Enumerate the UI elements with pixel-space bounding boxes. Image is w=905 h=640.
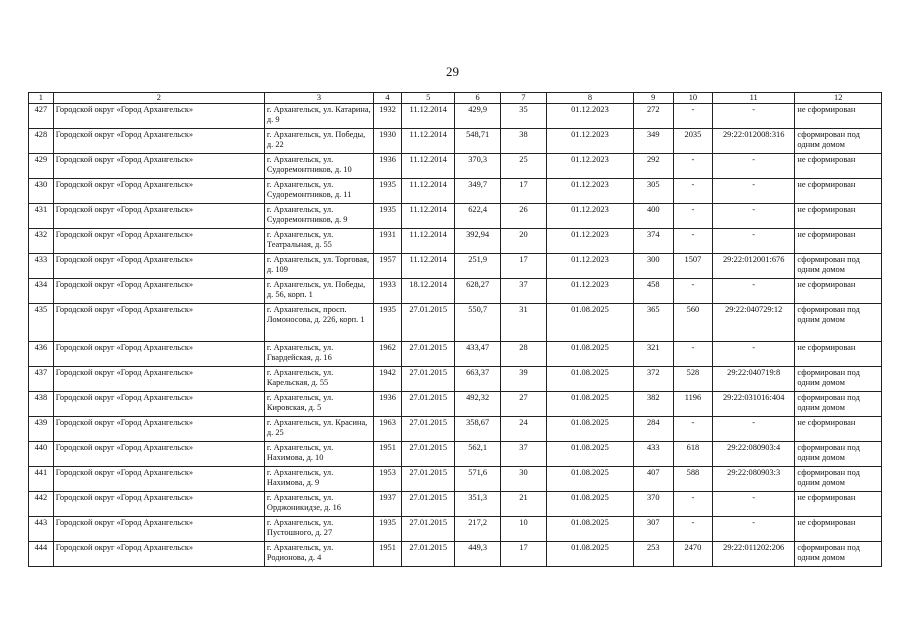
cell-land-status: не сформирован — [795, 204, 882, 229]
table-row — [29, 467, 882, 492]
cell-recognition-date: 27.01.2015 — [401, 417, 455, 442]
cell-resettlement-date: 01.12.2023 — [547, 229, 634, 254]
cell-area: 622,4 — [455, 204, 500, 229]
cell-area: 217,2 — [455, 517, 500, 542]
cell-municipality: Городской округ «Город Архангельск» — [53, 129, 264, 154]
cell-cost: 433 — [633, 442, 673, 467]
cell-resettlement-date: 01.12.2023 — [547, 179, 634, 204]
cell-land-status: не сформирован — [795, 154, 882, 179]
cell-land-area: - — [673, 104, 712, 129]
cell-cadastral-number: - — [712, 154, 794, 179]
cell-row-number: 427 — [29, 104, 54, 129]
cell-recognition-date: 27.01.2015 — [401, 542, 455, 567]
cell-residents: 20 — [500, 229, 546, 254]
cell-residents: 35 — [500, 104, 546, 129]
cell-build-year: 1930 — [374, 129, 402, 154]
cell-recognition-date: 27.01.2015 — [401, 392, 455, 417]
table-row — [29, 517, 882, 542]
cell-municipality: Городской округ «Город Архангельск» — [53, 104, 264, 129]
column-header: 8 — [547, 93, 634, 104]
cell-land-status: не сформирован — [795, 179, 882, 204]
table-row — [29, 492, 882, 517]
cell-cadastral-number: 29:22:040719:8 — [712, 367, 794, 392]
cell-address: г. Архангельск, ул. Гвардейская, д. 16 — [264, 342, 373, 367]
cell-municipality: Городской округ «Город Архангельск» — [53, 254, 264, 279]
table-row — [29, 179, 882, 204]
cell-municipality: Городской округ «Город Архангельск» — [53, 342, 264, 367]
cell-municipality: Городской округ «Город Архангельск» — [53, 179, 264, 204]
cell-cadastral-number: 29:22:012001:676 — [712, 254, 794, 279]
cell-cadastral-number: 29:22:040729:12 — [712, 304, 794, 342]
cell-build-year: 1951 — [374, 542, 402, 567]
column-header: 1 — [29, 93, 54, 104]
cell-address: г. Архангельск, ул. Кировская, д. 5 — [264, 392, 373, 417]
cell-land-area: - — [673, 492, 712, 517]
cell-row-number: 441 — [29, 467, 54, 492]
cell-row-number: 434 — [29, 279, 54, 304]
cell-recognition-date: 11.12.2014 — [401, 104, 455, 129]
cell-address: г. Архангельск, ул. Победы, д. 22 — [264, 129, 373, 154]
cell-land-area: - — [673, 154, 712, 179]
cell-recognition-date: 11.12.2014 — [401, 129, 455, 154]
cell-residents: 31 — [500, 304, 546, 342]
cell-build-year: 1935 — [374, 179, 402, 204]
cell-residents: 17 — [500, 542, 546, 567]
cell-cost: 407 — [633, 467, 673, 492]
cell-resettlement-date: 01.12.2023 — [547, 279, 634, 304]
cell-area: 392,94 — [455, 229, 500, 254]
cell-land-area: 1507 — [673, 254, 712, 279]
cell-build-year: 1931 — [374, 229, 402, 254]
cell-address: г. Архангельск, ул. Торговая, д. 109 — [264, 254, 373, 279]
cell-address: г. Архангельск, ул. Карельская, д. 55 — [264, 367, 373, 392]
cell-land-area: 528 — [673, 367, 712, 392]
cell-municipality: Городской округ «Город Архангельск» — [53, 367, 264, 392]
cell-resettlement-date: 01.08.2025 — [547, 342, 634, 367]
cell-recognition-date: 27.01.2015 — [401, 342, 455, 367]
cell-land-area: - — [673, 517, 712, 542]
cell-cost: 374 — [633, 229, 673, 254]
cell-recognition-date: 27.01.2015 — [401, 492, 455, 517]
cell-area: 663,37 — [455, 367, 500, 392]
cell-resettlement-date: 01.12.2023 — [547, 129, 634, 154]
cell-address: г. Архангельск, ул. Родионова, д. 4 — [264, 542, 373, 567]
cell-area: 571,6 — [455, 467, 500, 492]
cell-land-area: - — [673, 179, 712, 204]
cell-residents: 37 — [500, 279, 546, 304]
cell-address: г. Архангельск, ул. Орджоникидзе, д. 16 — [264, 492, 373, 517]
cell-build-year: 1932 — [374, 104, 402, 129]
cell-cost: 292 — [633, 154, 673, 179]
cell-address: г. Архангельск, просп. Ломоносова, д. 226, корп. 1 — [264, 304, 373, 342]
cell-recognition-date: 11.12.2014 — [401, 204, 455, 229]
cell-residents: 37 — [500, 442, 546, 467]
cell-build-year: 1962 — [374, 342, 402, 367]
cell-recognition-date: 11.12.2014 — [401, 154, 455, 179]
cell-land-status: сформирован под одним домом — [795, 392, 882, 417]
cell-cost: 300 — [633, 254, 673, 279]
cell-recognition-date: 18.12.2014 — [401, 279, 455, 304]
cell-resettlement-date: 01.08.2025 — [547, 517, 634, 542]
table-row — [29, 304, 882, 342]
cell-cost: 400 — [633, 204, 673, 229]
housing-registry-table — [28, 92, 882, 567]
cell-area: 562,1 — [455, 442, 500, 467]
cell-land-area: 588 — [673, 467, 712, 492]
cell-cost: 372 — [633, 367, 673, 392]
cell-land-status: не сформирован — [795, 417, 882, 442]
column-header: 10 — [673, 93, 712, 104]
cell-land-area: - — [673, 279, 712, 304]
cell-area: 628,27 — [455, 279, 500, 304]
cell-municipality: Городской округ «Город Архангельск» — [53, 517, 264, 542]
cell-municipality: Городской округ «Город Архангельск» — [53, 492, 264, 517]
cell-municipality: Городской округ «Город Архангельск» — [53, 204, 264, 229]
cell-build-year: 1933 — [374, 279, 402, 304]
cell-recognition-date: 11.12.2014 — [401, 229, 455, 254]
cell-row-number: 428 — [29, 129, 54, 154]
cell-row-number: 436 — [29, 342, 54, 367]
cell-cost: 272 — [633, 104, 673, 129]
cell-cadastral-number: - — [712, 229, 794, 254]
cell-cost: 307 — [633, 517, 673, 542]
cell-address: г. Архангельск, ул. Театральная, д. 55 — [264, 229, 373, 254]
cell-resettlement-date: 01.12.2023 — [547, 154, 634, 179]
cell-municipality: Городской округ «Город Архангельск» — [53, 467, 264, 492]
cell-land-status: не сформирован — [795, 279, 882, 304]
column-header: 12 — [795, 93, 882, 104]
cell-land-area: 2470 — [673, 542, 712, 567]
cell-area: 433,47 — [455, 342, 500, 367]
cell-area: 370,3 — [455, 154, 500, 179]
cell-land-status: сформирован под одним домом — [795, 542, 882, 567]
cell-build-year: 1935 — [374, 517, 402, 542]
cell-cadastral-number: 29:22:031016:404 — [712, 392, 794, 417]
cell-land-status: не сформирован — [795, 342, 882, 367]
cell-row-number: 431 — [29, 204, 54, 229]
cell-municipality: Городской округ «Город Архангельск» — [53, 304, 264, 342]
cell-build-year: 1957 — [374, 254, 402, 279]
cell-land-status: сформирован под одним домом — [795, 467, 882, 492]
cell-recognition-date: 27.01.2015 — [401, 517, 455, 542]
cell-address: г. Архангельск, ул. Нахимова, д. 9 — [264, 467, 373, 492]
cell-row-number: 443 — [29, 517, 54, 542]
cell-cost: 284 — [633, 417, 673, 442]
cell-recognition-date: 27.01.2015 — [401, 304, 455, 342]
cell-build-year: 1937 — [374, 492, 402, 517]
table-row — [29, 129, 882, 154]
cell-row-number: 437 — [29, 367, 54, 392]
cell-land-status: не сформирован — [795, 104, 882, 129]
cell-residents: 38 — [500, 129, 546, 154]
cell-municipality: Городской округ «Город Архангельск» — [53, 229, 264, 254]
cell-row-number: 442 — [29, 492, 54, 517]
cell-area: 492,32 — [455, 392, 500, 417]
table-row — [29, 367, 882, 392]
column-header: 6 — [455, 93, 500, 104]
cell-row-number: 438 — [29, 392, 54, 417]
page-number: 29 — [446, 64, 459, 79]
cell-land-status: не сформирован — [795, 229, 882, 254]
table-row — [29, 204, 882, 229]
cell-residents: 25 — [500, 154, 546, 179]
cell-residents: 17 — [500, 179, 546, 204]
cell-residents: 26 — [500, 204, 546, 229]
table-row — [29, 342, 882, 367]
column-header: 2 — [53, 93, 264, 104]
cell-resettlement-date: 01.12.2023 — [547, 204, 634, 229]
cell-area: 548,71 — [455, 129, 500, 154]
cell-resettlement-date: 01.08.2025 — [547, 492, 634, 517]
cell-land-status: сформирован под одним домом — [795, 129, 882, 154]
table-row — [29, 442, 882, 467]
cell-cadastral-number: - — [712, 104, 794, 129]
cell-address: г. Архангельск, ул. Судоремонтников, д. 10 — [264, 154, 373, 179]
cell-cost: 321 — [633, 342, 673, 367]
cell-row-number: 430 — [29, 179, 54, 204]
cell-area: 429,9 — [455, 104, 500, 129]
cell-recognition-date: 11.12.2014 — [401, 254, 455, 279]
cell-recognition-date: 11.12.2014 — [401, 179, 455, 204]
cell-residents: 30 — [500, 467, 546, 492]
cell-cadastral-number: - — [712, 204, 794, 229]
cell-resettlement-date: 01.08.2025 — [547, 542, 634, 567]
cell-land-area: 1196 — [673, 392, 712, 417]
column-header: 11 — [712, 93, 794, 104]
cell-residents: 21 — [500, 492, 546, 517]
table-row — [29, 279, 882, 304]
cell-residents: 39 — [500, 367, 546, 392]
cell-address: г. Архангельск, ул. Катарина, д. 9 — [264, 104, 373, 129]
table-row — [29, 542, 882, 567]
cell-resettlement-date: 01.12.2023 — [547, 104, 634, 129]
cell-cadastral-number: - — [712, 492, 794, 517]
cell-municipality: Городской округ «Город Архангельск» — [53, 417, 264, 442]
cell-residents: 10 — [500, 517, 546, 542]
cell-area: 358,67 — [455, 417, 500, 442]
table-body — [29, 104, 882, 567]
cell-address: г. Архангельск, ул. Нахимова, д. 10 — [264, 442, 373, 467]
cell-resettlement-date: 01.12.2023 — [547, 254, 634, 279]
table-row — [29, 229, 882, 254]
cell-land-status: сформирован под одним домом — [795, 367, 882, 392]
table-row — [29, 104, 882, 129]
cell-land-area: - — [673, 204, 712, 229]
cell-resettlement-date: 01.08.2025 — [547, 467, 634, 492]
cell-land-status: не сформирован — [795, 517, 882, 542]
cell-build-year: 1936 — [374, 154, 402, 179]
cell-build-year: 1935 — [374, 304, 402, 342]
cell-area: 550,7 — [455, 304, 500, 342]
cell-cadastral-number: 29:22:011202:206 — [712, 542, 794, 567]
cell-land-area: 2035 — [673, 129, 712, 154]
cell-address: г. Архангельск, ул. Пустошного, д. 27 — [264, 517, 373, 542]
cell-build-year: 1936 — [374, 392, 402, 417]
column-header: 4 — [374, 93, 402, 104]
cell-cadastral-number: - — [712, 417, 794, 442]
cell-cost: 458 — [633, 279, 673, 304]
cell-cost: 370 — [633, 492, 673, 517]
cell-build-year: 1953 — [374, 467, 402, 492]
cell-address: г. Архангельск, ул. Судоремонтников, д. 9 — [264, 204, 373, 229]
cell-address: г. Архангельск, ул. Красина, д. 25 — [264, 417, 373, 442]
cell-cost: 253 — [633, 542, 673, 567]
cell-land-area: - — [673, 342, 712, 367]
cell-cadastral-number: - — [712, 342, 794, 367]
cell-resettlement-date: 01.08.2025 — [547, 442, 634, 467]
cell-build-year: 1935 — [374, 204, 402, 229]
cell-cost: 382 — [633, 392, 673, 417]
cell-area: 351,3 — [455, 492, 500, 517]
cell-row-number: 440 — [29, 442, 54, 467]
cell-resettlement-date: 01.08.2025 — [547, 367, 634, 392]
cell-land-area: 618 — [673, 442, 712, 467]
cell-municipality: Городской округ «Город Архангельск» — [53, 442, 264, 467]
cell-cadastral-number: 29:22:012008:316 — [712, 129, 794, 154]
cell-row-number: 439 — [29, 417, 54, 442]
cell-recognition-date: 27.01.2015 — [401, 442, 455, 467]
cell-land-area: - — [673, 229, 712, 254]
table-row — [29, 254, 882, 279]
cell-area: 449,3 — [455, 542, 500, 567]
column-header: 9 — [633, 93, 673, 104]
cell-residents: 28 — [500, 342, 546, 367]
cell-area: 251,9 — [455, 254, 500, 279]
cell-municipality: Городской округ «Город Архангельск» — [53, 542, 264, 567]
cell-address: г. Архангельск, ул. Победы, д. 56, корп. 1 — [264, 279, 373, 304]
cell-address: г. Архангельск, ул. Судоремонтников, д. 11 — [264, 179, 373, 204]
table-row — [29, 417, 882, 442]
cell-cadastral-number: - — [712, 517, 794, 542]
column-header: 5 — [401, 93, 455, 104]
cell-municipality: Городской округ «Город Архангельск» — [53, 154, 264, 179]
table-row — [29, 392, 882, 417]
cell-residents: 17 — [500, 254, 546, 279]
cell-row-number: 444 — [29, 542, 54, 567]
cell-cadastral-number: 29:22:080903:3 — [712, 467, 794, 492]
cell-cost: 365 — [633, 304, 673, 342]
cell-build-year: 1963 — [374, 417, 402, 442]
table-row — [29, 154, 882, 179]
cell-area: 349,7 — [455, 179, 500, 204]
column-header: 3 — [264, 93, 373, 104]
cell-build-year: 1951 — [374, 442, 402, 467]
cell-land-status: сформирован под одним домом — [795, 442, 882, 467]
cell-resettlement-date: 01.08.2025 — [547, 392, 634, 417]
header-row — [29, 93, 882, 104]
cell-resettlement-date: 01.08.2025 — [547, 304, 634, 342]
cell-municipality: Городской округ «Город Архангельск» — [53, 279, 264, 304]
cell-row-number: 432 — [29, 229, 54, 254]
cell-row-number: 429 — [29, 154, 54, 179]
cell-municipality: Городской округ «Город Архангельск» — [53, 392, 264, 417]
cell-recognition-date: 27.01.2015 — [401, 367, 455, 392]
cell-cost: 305 — [633, 179, 673, 204]
cell-residents: 27 — [500, 392, 546, 417]
cell-resettlement-date: 01.08.2025 — [547, 417, 634, 442]
cell-land-status: сформирован под одним домом — [795, 304, 882, 342]
cell-row-number: 433 — [29, 254, 54, 279]
cell-row-number: 435 — [29, 304, 54, 342]
cell-recognition-date: 27.01.2015 — [401, 467, 455, 492]
cell-cadastral-number: - — [712, 279, 794, 304]
cell-land-area: - — [673, 417, 712, 442]
cell-build-year: 1942 — [374, 367, 402, 392]
cell-land-area: 560 — [673, 304, 712, 342]
cell-cadastral-number: - — [712, 179, 794, 204]
column-header: 7 — [500, 93, 546, 104]
cell-residents: 24 — [500, 417, 546, 442]
cell-land-status: сформирован под одним домом — [795, 254, 882, 279]
cell-cadastral-number: 29:22:080903:4 — [712, 442, 794, 467]
cell-cost: 349 — [633, 129, 673, 154]
cell-land-status: не сформирован — [795, 492, 882, 517]
